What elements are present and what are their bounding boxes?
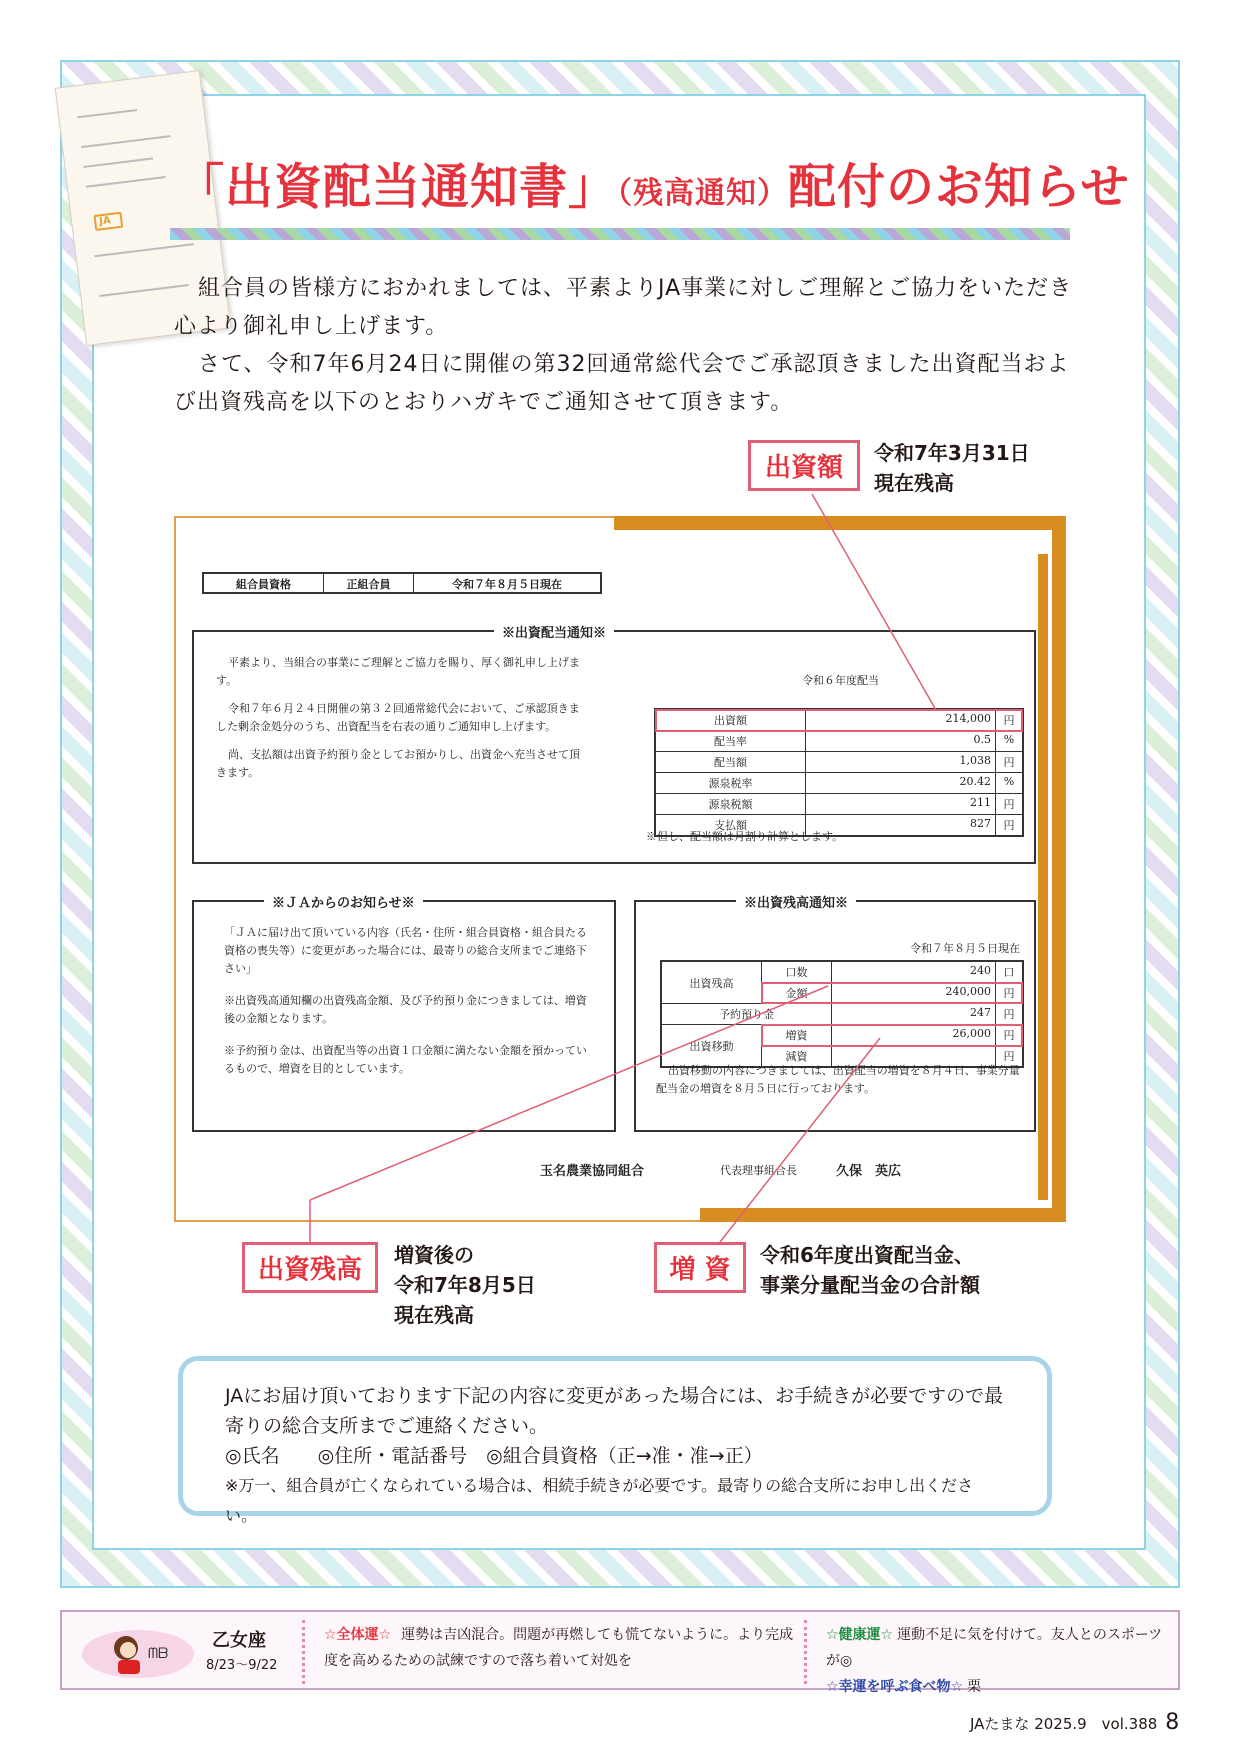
dividend-unit: % — [1003, 733, 1015, 746]
balance-value-amount: 240,000 — [832, 983, 996, 1003]
balance-unit-units: 口 — [1003, 966, 1015, 979]
balance-value-units: 240 — [832, 962, 996, 982]
balance-value-reserve: 247 — [832, 1004, 996, 1024]
balance-unit-reserve: 円 — [1003, 1008, 1015, 1021]
ja-notice-title: ※ＪＡからのお知らせ※ — [264, 892, 423, 911]
dividend-text-2: 令和７年６月２４日開催の第３２回通常総代会において、ご承認頂きました剰余金処分のうち、出資配当を右表の通りご通知申し上げます。 — [216, 702, 580, 733]
balance-value-increase: 26,000 — [832, 1025, 996, 1045]
member-date: 令和７年８月５日現在 — [452, 578, 562, 591]
horoscope-general-label: ☆全体運☆ — [324, 1627, 392, 1643]
leader-line-shusshi — [812, 494, 936, 710]
horoscope-food-label: ☆幸運を呼ぶ食べ物☆ — [826, 1679, 964, 1695]
balance-title: ※出資残高通知※ — [736, 892, 856, 911]
balance-label-reserve: 予約預り金 — [662, 1004, 832, 1024]
balance-unit-increase: 円 — [1003, 1029, 1015, 1042]
dividend-label: 源泉税額 — [656, 794, 806, 814]
magazine-issue: JAたまな 2025.9 vol.388 — [970, 1715, 1158, 1733]
dividend-text-1: 平素より、当組合の事業にご理解とご協力を賜り、厚く御礼申し上げます。 — [216, 656, 580, 687]
dividend-unit: 円 — [1003, 756, 1015, 769]
balance-date: 令和７年８月５日現在 — [910, 942, 1020, 955]
dividend-label: 支払額 — [656, 815, 806, 835]
title-tail: 配付のお知らせ — [788, 159, 1130, 215]
page-num: 8 — [1165, 1710, 1180, 1735]
balance-unit-amount: 円 — [1003, 987, 1015, 1000]
dividend-unit: 円 — [1003, 798, 1015, 811]
member-qual-label: 組合員資格 — [204, 574, 324, 592]
balance-label-units: 口数 — [762, 962, 832, 982]
ja-notice-text-3: ※予約預り金は、出資配当等の出資１口金額に満たない金額を預かっているもので、増資を目的としています。 — [224, 1044, 587, 1075]
note-zoushi-1: 令和6年度出資配当金、 — [760, 1243, 974, 1267]
ja-logo-text: JA — [98, 215, 112, 228]
change-notice-note: ※万一、組合員が亡くなられている場合は、相続手続きが必要です。最寄りの総合支所にお申し出ください。 — [225, 1476, 974, 1525]
svg-text:ᗰᗷ: ᗰᗷ — [148, 1646, 169, 1662]
intro-paragraph-1: 組合員の皆様方におかれましては、平素よりJA事業に対しご理解とご協力をいただき心より御礼申し上げます。 — [174, 276, 1073, 339]
dividend-label: 出資額 — [656, 710, 806, 730]
dividend-label: 配当額 — [656, 752, 806, 772]
dividend-value: 827 — [806, 815, 996, 835]
change-notice-items: ◎氏名 ◎住所・電話番号 ◎組合員資格（正→准・准→正） — [225, 1445, 763, 1467]
balance-label-amount: 金額 — [762, 983, 832, 1003]
dividend-text-3: 尚、支払額は出資予約預り金としてお預かりし、出資金へ充当させて頂きます。 — [216, 748, 580, 779]
dividend-value: 211 — [806, 794, 996, 814]
horoscope-health-label: ☆健康運☆ — [826, 1627, 894, 1643]
note-zandaka — [394, 1240, 536, 1330]
note-zandaka-2: 令和7年8月5日 — [394, 1273, 536, 1297]
note-zandaka-3: 現在残高 — [394, 1303, 474, 1327]
rep-name: 久保 英広 — [836, 1164, 902, 1179]
rep-title: 代表理事組合長 — [720, 1164, 797, 1177]
horoscope-sign: 乙女座 — [212, 1630, 266, 1651]
horoscope-food-text: 栗 — [967, 1679, 982, 1695]
note-shusshi-1: 令和7年3月31日 — [874, 441, 1030, 465]
dividend-title: ※出資配当通知※ — [494, 622, 614, 641]
horoscope-footer — [60, 1610, 1180, 1695]
title-main: 「出資配当通知書」 — [176, 159, 618, 215]
ja-notice-text-1: 「ＪＡに届け出て頂いている内容（氏名・住所・組合員資格・組合員たる資格の喪失等）に変更があった場合には、最寄りの総合支所までご連絡下さい」 — [224, 926, 587, 975]
ja-notice-text-2: ※出資残高通知欄の出資残高金額、及び予約預り金につきましては、増資後の金額となります。 — [224, 994, 587, 1025]
org-name: 玉名農業協同組合 — [540, 1164, 645, 1179]
horoscope-health — [826, 1622, 1176, 1700]
intro-paragraph-2: さて、令和7年6月24日に開催の第32回通常総代会でご承認頂きました出資配当および出資残高を以下のとおりハガキでご通知させて頂きます。 — [174, 352, 1070, 415]
dividend-label: 源泉税率 — [656, 773, 806, 793]
dividend-value: 0.5 — [806, 731, 996, 751]
horoscope-general-text: 運勢は吉凶混合。問題が再燃しても慌てないように。より完成度を高めるための試練ですので落ち着いて対処を — [324, 1627, 794, 1669]
balance-unit-decrease: 円 — [1003, 1050, 1015, 1063]
member-qual-value: 正組合員 — [324, 574, 414, 592]
note-zoushi — [760, 1240, 980, 1300]
note-zoushi-2: 事業分量配当金の合計額 — [760, 1273, 980, 1297]
horoscope-dates: 8/23〜9/22 — [206, 1658, 278, 1673]
balance-group-2: 出資移動 — [662, 1025, 762, 1066]
leader-line-zandaka — [310, 986, 828, 1200]
dividend-unit: % — [1003, 775, 1015, 788]
balance-group-1: 出資残高 — [662, 962, 762, 1003]
page-number — [970, 1710, 1179, 1735]
leader-line-zoushi — [720, 1038, 880, 1242]
dividend-value: 20.42 — [806, 773, 996, 793]
title-sub: （残高通知） — [617, 176, 789, 211]
balance-label-increase: 増資 — [762, 1025, 832, 1045]
dividend-note: ※但し、配当額は月割り計算とします。 — [646, 830, 844, 843]
dividend-value: 1,038 — [806, 752, 996, 772]
change-notice-text: JAにお届け頂いております下記の内容に変更があった場合には、お手続きが必要ですので最寄りの総合支所までご連絡ください。 — [225, 1385, 1004, 1437]
dividend-unit: 円 — [1003, 819, 1015, 832]
horoscope-general — [324, 1622, 794, 1674]
note-zandaka-1: 増資後の — [394, 1243, 474, 1267]
tag-zandaka: 出資残高 — [242, 1242, 378, 1293]
horoscope-health-text: 運動不足に気を付けて。友人とのスポーツが◎ — [826, 1627, 1163, 1669]
tag-zoushi: 増 資 — [654, 1242, 746, 1293]
balance-label-decrease: 減資 — [762, 1046, 832, 1066]
dividend-value: 214,000 — [806, 710, 996, 730]
note-shusshi-2: 現在残高 — [874, 471, 954, 495]
balance-note: 出資移動の内容につきましては、出資配当の増資を８月４日、事業分量配当金の増資を８月５日に行っております。 — [656, 1064, 1020, 1095]
dividend-label: 配当率 — [656, 731, 806, 751]
virgo-illustration-icon — [78, 1624, 198, 1680]
footer-divider-1 — [302, 1620, 308, 1684]
dividend-year: 令和６年度配当 — [802, 674, 879, 687]
change-notice-box — [178, 1356, 1052, 1525]
footer-divider-2 — [804, 1620, 810, 1684]
dividend-unit: 円 — [1003, 714, 1015, 727]
tag-shusshi: 出資額 — [748, 440, 860, 491]
